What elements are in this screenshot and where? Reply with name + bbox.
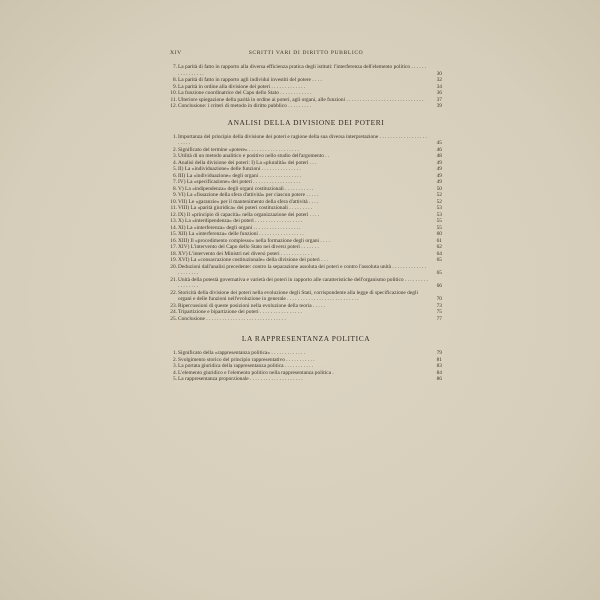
entry-title: II) La «individuazione» delle funzioni . . . . . . . . . . . . . . . bbox=[178, 166, 301, 172]
entry-title: V) La «indipendenza» degli organi costituzionali . . . . . . . . . . . bbox=[178, 185, 314, 192]
table-of-contents bbox=[170, 50, 442, 383]
toc-entry bbox=[170, 64, 442, 77]
entry-page-number: 66 bbox=[436, 283, 442, 289]
entry-title: La portata giuridica della rappresentanza politica . . . . . . . . . . . bbox=[178, 363, 314, 369]
entry-number: 1. bbox=[172, 350, 177, 356]
entry-number: 23. bbox=[170, 302, 177, 309]
entry-number: 12. bbox=[170, 211, 177, 218]
entry-number: 9. bbox=[172, 192, 177, 198]
entry-title: Tripartizione e bipartizione dei poteri . . . . . . . . . . . . . . . . bbox=[178, 309, 302, 315]
entry-page-number: 37 bbox=[436, 96, 442, 103]
entry-page-number: 75 bbox=[436, 309, 442, 315]
entry-number: 14. bbox=[170, 224, 177, 231]
entry-number: 17. bbox=[170, 244, 177, 250]
entry-title: Svolgimento storico del principio rappresentativo . . . . . . . . . . . bbox=[178, 356, 315, 363]
entry-number: 2. bbox=[172, 356, 177, 363]
entry-page-number: 84 bbox=[436, 369, 442, 376]
entry-page-number: 49 bbox=[436, 159, 442, 166]
entry-page-number: 34 bbox=[436, 83, 442, 90]
entry-title: Ulteriore spiegazione della parità in ordine ai poteri, agli organi, alle funzioni . . . . . . . . . . . . . . . . . . . . . . . . . . . . . bbox=[178, 96, 424, 103]
entry-title: X) La «interdipendenza» dei poteri . . . . . . . . . . . . . . . . . . bbox=[178, 218, 303, 224]
entry-title: IX) Il «principio di capacità» nella organizzazione dei poteri . . . . bbox=[178, 211, 320, 218]
entry-number: 25. bbox=[170, 315, 177, 322]
entry-number: 4. bbox=[172, 369, 177, 376]
entry-page-number: 77 bbox=[436, 315, 442, 322]
toc-list-rappresentanza bbox=[170, 350, 442, 383]
entry-page-number: 30 bbox=[436, 70, 442, 77]
entry-number: 3. bbox=[172, 363, 177, 369]
entry-title: Analisi della divisione dei poteri: I) La «pluralità» dei poteri . . . bbox=[178, 159, 317, 166]
entry-title: Conclusione: i criteri di metodo in diritto pubblico . . . . . . . . . bbox=[178, 103, 312, 109]
entry-title: VII) Le «garanzie» per il mantenimento della sfera d'attività . . . . bbox=[178, 198, 319, 205]
entry-number: 4. bbox=[172, 159, 177, 166]
entry-page-number: 49 bbox=[436, 166, 442, 172]
section-title-analisi bbox=[170, 118, 442, 127]
entry-title: Utilità di un metodo analitico e positivo nello studio dell'argomento . . bbox=[178, 153, 330, 159]
entry-title: Importanza del principio della divisione dei poteri e ragione della sua diversa interpretazione . . . . . . . . . . . . . . . . . . . . . . . bbox=[178, 133, 427, 146]
entry-page-number: 86 bbox=[436, 376, 442, 382]
entry-title: Ripercussioni di queste posizioni nella evoluzione della teoria . . . . . bbox=[178, 302, 326, 309]
entry-number: 9. bbox=[172, 83, 177, 90]
entry-page-number: 55 bbox=[436, 218, 442, 224]
entry-number: 19. bbox=[170, 257, 177, 263]
entry-number: 11. bbox=[170, 96, 177, 103]
entry-title: La parità in ordine alla divisione dei poteri . . . . . . . . . . . . . bbox=[178, 83, 306, 90]
entry-title: III) La «individuazione» degli organi . . . . . . . . . . . . . . . . bbox=[178, 172, 302, 179]
entry-page-number: 46 bbox=[436, 146, 442, 153]
entry-title: La rappresentanza proporzionale . . . . . . . . . . . . . . . . . . . . bbox=[178, 376, 303, 382]
entry-number: 8. bbox=[172, 77, 177, 83]
entry-page-number: 39 bbox=[436, 103, 442, 109]
entry-number: 21. bbox=[170, 276, 177, 283]
toc-list-previous-section bbox=[170, 64, 442, 110]
toc-entry bbox=[170, 376, 442, 383]
entry-number: 2. bbox=[172, 146, 177, 153]
entry-page-number: 60 bbox=[436, 231, 442, 237]
entry-title: VI) La «fissazione della sfera d'attività» per ciascun potere . . . . . bbox=[178, 192, 319, 198]
entry-number: 1. bbox=[172, 133, 177, 140]
entry-title: La funzione coordinatrice del Capo dello Stato . . . . . . . . . . . . bbox=[178, 90, 312, 96]
entry-page-number: 50 bbox=[436, 185, 442, 192]
page-header bbox=[170, 50, 442, 64]
entry-title: XVI) La «consacrazione costituzionale» della divisione dei poteri . . . bbox=[178, 257, 328, 263]
section-title-text: ANALISI DELLA DIVISIONE DEI POTERI bbox=[227, 117, 385, 127]
toc-list-analisi bbox=[170, 134, 442, 323]
entry-page-number: 48 bbox=[436, 153, 442, 159]
entry-number: 13. bbox=[170, 218, 177, 224]
entry-number: 20. bbox=[170, 263, 177, 270]
toc-entry bbox=[170, 134, 442, 147]
entry-page-number: 53 bbox=[436, 205, 442, 211]
entry-page-number: 53 bbox=[436, 211, 442, 218]
entry-title: Storicità della divisione dei poteri nella evoluzione degli Stati, corrispondente alla legge di specificazione degli organi e delle funzioni nell'evoluzione in generale . . . . . . . . . . . . . . . . . . . . . . . . . . . bbox=[178, 289, 418, 302]
entry-number: 10. bbox=[170, 198, 177, 205]
entry-number: 7. bbox=[172, 179, 177, 185]
section-title-text: LA RAPPRESENTANZA POLITICA bbox=[241, 334, 371, 343]
entry-page-number: 81 bbox=[436, 356, 442, 363]
entry-page-number: 45 bbox=[436, 140, 442, 146]
entry-number: 12. bbox=[170, 103, 177, 109]
toc-entry bbox=[170, 316, 442, 323]
entry-page-number: 62 bbox=[436, 244, 442, 250]
entry-title: L'elemento giuridico e l'elemento politico nella rappresentanza politica . bbox=[178, 369, 334, 376]
entry-page-number: 32 bbox=[436, 77, 442, 83]
entry-title: Unità della potestà governativa e varietà dei poteri in rapporto alle caratteristiche dell'organismo politico . . . . . . . . . . . . . . . . . bbox=[178, 276, 428, 289]
entry-number: 22. bbox=[170, 289, 177, 296]
entry-page-number: 64 bbox=[436, 250, 442, 257]
running-title: SCRITTI VARI DI DIRITTO PUBBLICO bbox=[248, 50, 364, 56]
entry-page-number: 49 bbox=[436, 179, 442, 185]
entry-number: 5. bbox=[172, 166, 177, 172]
entry-title: VIII) La «parità giuridica» dei poteri costituzionali . . . . . . . . . bbox=[178, 205, 313, 211]
entry-number: 10. bbox=[170, 90, 177, 96]
entry-page-number: 65 bbox=[436, 270, 442, 276]
entry-title: La parità di fatto in rapporto alla diversa efficienza pratica degli istituti: l'interferenza dell'elemento politico . . . . . . . . . . . . . . . . bbox=[178, 64, 427, 77]
entry-title: XIII) Il «procedimento complesso» nella formazione degli organi . . . . bbox=[178, 237, 330, 244]
entry-number: 6. bbox=[172, 172, 177, 179]
entry-title: XV) L'intervento dei Ministri nei diversi poteri . . . . . . . . . . . . bbox=[178, 250, 312, 257]
toc-entry bbox=[170, 290, 442, 303]
entry-number: 7. bbox=[172, 64, 177, 70]
page-number: XIV bbox=[170, 50, 182, 56]
entry-page-number: 52 bbox=[436, 198, 442, 205]
entry-page-number: 79 bbox=[436, 350, 442, 356]
entry-number: 18. bbox=[170, 250, 177, 257]
entry-title: XIV) L'intervento del Capo dello Stato nei diversi poteri . . . . . . . bbox=[178, 244, 319, 250]
entry-title: Deduzioni dall'analisi precedente: contro la separazione assoluta dei poteri e contro l'assoluta unità . . . . . . . . . . . . . . . . . . . . . bbox=[178, 263, 427, 276]
section-title-rappresentanza bbox=[170, 334, 442, 343]
toc-entry bbox=[170, 277, 442, 290]
entry-number: 8. bbox=[172, 185, 177, 192]
toc-entry bbox=[170, 264, 442, 277]
entry-number: 15. bbox=[170, 231, 177, 237]
entry-number: 3. bbox=[172, 153, 177, 159]
entry-title: IV) La «specificazione» dei poteri . . . . . . . . . . . . . . . . . . bbox=[178, 179, 301, 185]
entry-title: Significato del termine «potere» . . . . . . . . . . . . . . . . . . . bbox=[178, 146, 299, 153]
entry-page-number: 55 bbox=[436, 224, 442, 231]
entry-title: Conclusione . . . . . . . . . . . . . . . . . . . . . . . . . . . . . . bbox=[178, 315, 286, 322]
entry-title: La parità di fatto in rapporto agli individui investiti del potere . . . . bbox=[178, 77, 322, 83]
entry-page-number: 61 bbox=[436, 237, 442, 244]
entry-number: 16. bbox=[170, 237, 177, 244]
entry-title: XI) La «interferenza» degli organi . . . . . . . . . . . . . . . . . . bbox=[178, 224, 301, 231]
entry-title: Significato della «rappresentanza politica» . . . . . . . . . . . . . bbox=[178, 350, 306, 356]
entry-page-number: 36 bbox=[436, 90, 442, 96]
entry-number: 5. bbox=[172, 376, 177, 382]
entry-number: 24. bbox=[170, 309, 177, 315]
entry-number: 11. bbox=[170, 205, 177, 211]
entry-page-number: 65 bbox=[436, 257, 442, 263]
entry-page-number: 49 bbox=[436, 172, 442, 179]
entry-page-number: 70 bbox=[436, 296, 442, 302]
entry-title: XII) La «interferenza» delle funzioni . . . . . . . . . . . . . . . . . bbox=[178, 231, 304, 237]
entry-page-number: 52 bbox=[436, 192, 442, 198]
toc-entry bbox=[170, 103, 442, 110]
entry-page-number: 83 bbox=[436, 363, 442, 369]
entry-page-number: 73 bbox=[436, 302, 442, 309]
